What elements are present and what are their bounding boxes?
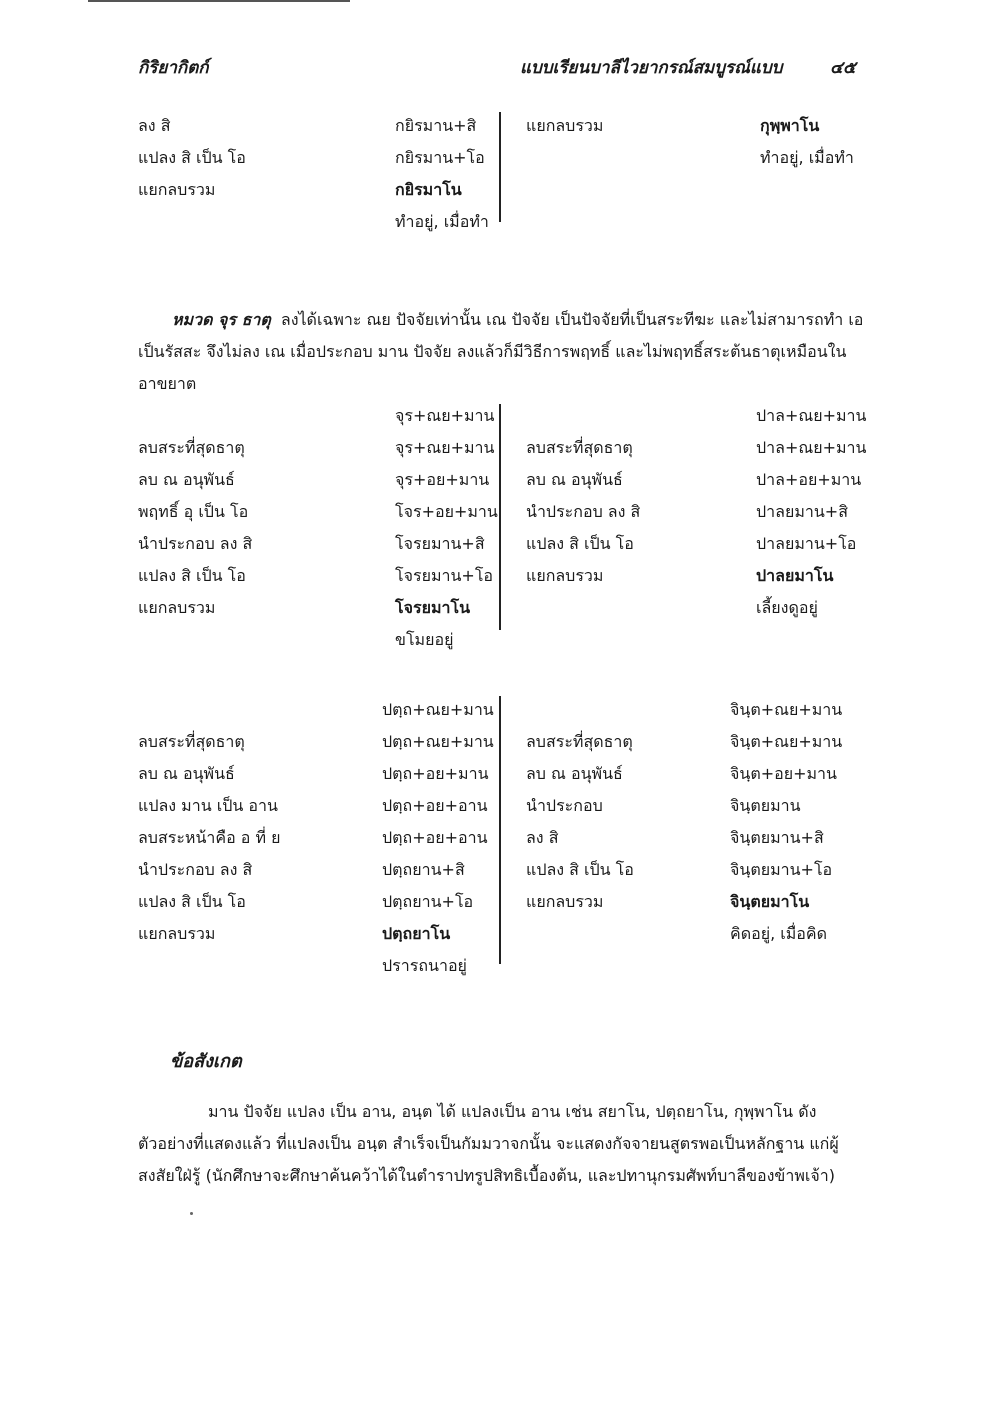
final-form: กุพฺพาโน <box>760 116 820 135</box>
notes-line: สงสัยใฝ่รู้ (นักศึกษาจะศึกษาค้นคว้าได้ในตำราปทรูปสิทธิเบื้องต้น, และปทานุกรมศัพท์บาลีของข้าพเจ้า) <box>138 1166 835 1185</box>
step: แปลง สิ เป็น โอ <box>526 860 634 879</box>
form: จุร+ณย+มาน <box>395 438 495 457</box>
step: ลง สิ <box>526 828 559 847</box>
paragraph-line <box>172 304 863 336</box>
form: ปตฺถยาน+สิ <box>382 860 465 879</box>
step: แปลง มาน เป็น อาน <box>138 796 278 815</box>
paragraph-line: อาขยาต <box>138 374 197 393</box>
form: ปาลยมาน+สิ <box>756 502 848 521</box>
step: ลบ ณ อนุพันธ์ <box>526 470 623 489</box>
step: แยกลบรวม <box>138 598 216 617</box>
meaning: คิดอยู่, เมื่อคิด <box>730 924 827 943</box>
form: ปตฺถ+อย+อาน <box>382 796 488 815</box>
top-rule <box>88 0 350 2</box>
step: แยกลบรวม <box>138 924 216 943</box>
form: ปาลยมาน+โอ <box>756 534 857 553</box>
step: ลบ ณ อนุพันธ์ <box>526 764 623 783</box>
step: ลบ ณ อนุพันธ์ <box>138 470 235 489</box>
paragraph-line: เป็นรัสสะ จึงไม่ลง เณ เมื่อประกอบ มาน ปัจจัย ลงแล้วก็มีวิธีการพฤทธิ์ และไม่พฤทธิ์สระต้นธาตุเหมือนใน <box>138 342 847 361</box>
root-form: ปตฺถ+ณย+มาน <box>382 700 494 719</box>
form: โจรยมาน+โอ <box>395 566 494 585</box>
form: ปตฺถ+อย+มาน <box>382 764 489 783</box>
meaning: ทำอยู่, เมื่อทำ <box>395 212 489 231</box>
step: แยกลบรวม <box>526 892 604 911</box>
step: นำประกอบ ลง สิ <box>138 860 253 879</box>
step: นำประกอบ ลง สิ <box>526 502 641 521</box>
form: โจรยมาน+สิ <box>395 534 485 553</box>
meaning: ปรารถนาอยู่ <box>382 956 467 975</box>
notes-line: มาน ปัจจัย แปลง เป็น อาน, อนฺต ได้ แปลงเป็น อาน เช่น สยาโน, ปตฺถยาโน, กุพฺพาโน ดัง <box>208 1102 817 1121</box>
root-form: จุร+ณย+มาน <box>395 406 495 425</box>
notes-line: ตัวอย่างที่แสดงแล้ว ที่แปลงเป็น อนฺต สำเร็จเป็นกัมมวาจกนั้น จะแสดงกัจจายนสูตรพอเป็นหลักฐาน แก่ผู้ <box>138 1134 839 1153</box>
form: จินฺต+ณย+มาน <box>730 732 843 751</box>
final-form: ปตฺถยาโน <box>382 924 451 943</box>
column-divider <box>499 404 501 630</box>
form: ปตฺถ+ณย+มาน <box>382 732 494 751</box>
column-divider <box>499 112 501 222</box>
scan-speck <box>190 1212 193 1215</box>
form: จินฺตยมาน <box>730 796 801 815</box>
step: พฤทธิ์ อุ เป็น โอ <box>138 502 249 521</box>
final-form: กยิรมาโน <box>395 180 462 199</box>
form: ปตฺถยาน+โอ <box>382 892 474 911</box>
paragraph-text: ลงได้เฉพาะ ณย ปัจจัยเท่านั้น เณ ปัจจัย เป็นปัจจัยที่เป็นสระทีฆะ และไม่สามารถทำ เอ <box>280 310 864 329</box>
running-head-left: กิริยากิตก์ <box>138 58 209 78</box>
section-heading: หมวด จุร ธาตุ <box>172 310 271 329</box>
final-form: ปาลยมาโน <box>756 566 834 585</box>
step: แปลง สิ เป็น โอ <box>138 148 246 167</box>
root-form: จินฺต+ณย+มาน <box>730 700 843 719</box>
form: ปาล+ณย+มาน <box>756 438 867 457</box>
step: แปลง สิ เป็น โอ <box>138 566 246 585</box>
form: โจร+อย+มาน <box>395 502 498 521</box>
meaning: เลี้ยงดูอยู่ <box>756 598 818 617</box>
step: แปลง สิ เป็น โอ <box>526 534 634 553</box>
final-form: โจรยมาโน <box>395 598 470 617</box>
step: ลบ ณ อนุพันธ์ <box>138 764 235 783</box>
step: แปลง สิ เป็น โอ <box>138 892 246 911</box>
form: จินฺต+อย+มาน <box>730 764 837 783</box>
meaning: ขโมยอยู่ <box>395 630 454 649</box>
step: ลบสระที่สุดธาตุ <box>526 438 633 457</box>
step: นำประกอบ <box>526 796 603 815</box>
page-number: ๔๕ <box>830 58 856 78</box>
step: นำประกอบ ลง สิ <box>138 534 253 553</box>
running-head-right: แบบเรียนบาลีไวยากรณ์สมบูรณ์แบบ <box>520 58 783 78</box>
column-divider <box>499 696 501 964</box>
step: แยกลบรวม <box>526 116 604 135</box>
step: ลบสระที่สุดธาตุ <box>526 732 633 751</box>
step: ลบสระที่สุดธาตุ <box>138 438 245 457</box>
meaning: ทำอยู่, เมื่อทำ <box>760 148 854 167</box>
form: จินฺตยมาน+สิ <box>730 828 824 847</box>
root-form: ปาล+ณย+มาน <box>756 406 867 425</box>
step: ลง สิ <box>138 116 171 135</box>
notes-title: ข้อสังเกต <box>170 1051 242 1072</box>
form: จุร+อย+มาน <box>395 470 490 489</box>
step: ลบสระที่สุดธาตุ <box>138 732 245 751</box>
form: กยิรมาน+โอ <box>395 148 485 167</box>
step: แยกลบรวม <box>138 180 216 199</box>
form: ปตฺถ+อย+อาน <box>382 828 488 847</box>
step: แยกลบรวม <box>526 566 604 585</box>
step: ลบสระหน้าคือ อ ที่ ย <box>138 828 281 847</box>
form: ปาล+อย+มาน <box>756 470 862 489</box>
final-form: จินฺตยมาโน <box>730 892 810 911</box>
form: จินฺตยมาน+โอ <box>730 860 833 879</box>
form: กยิรมาน+สิ <box>395 116 477 135</box>
